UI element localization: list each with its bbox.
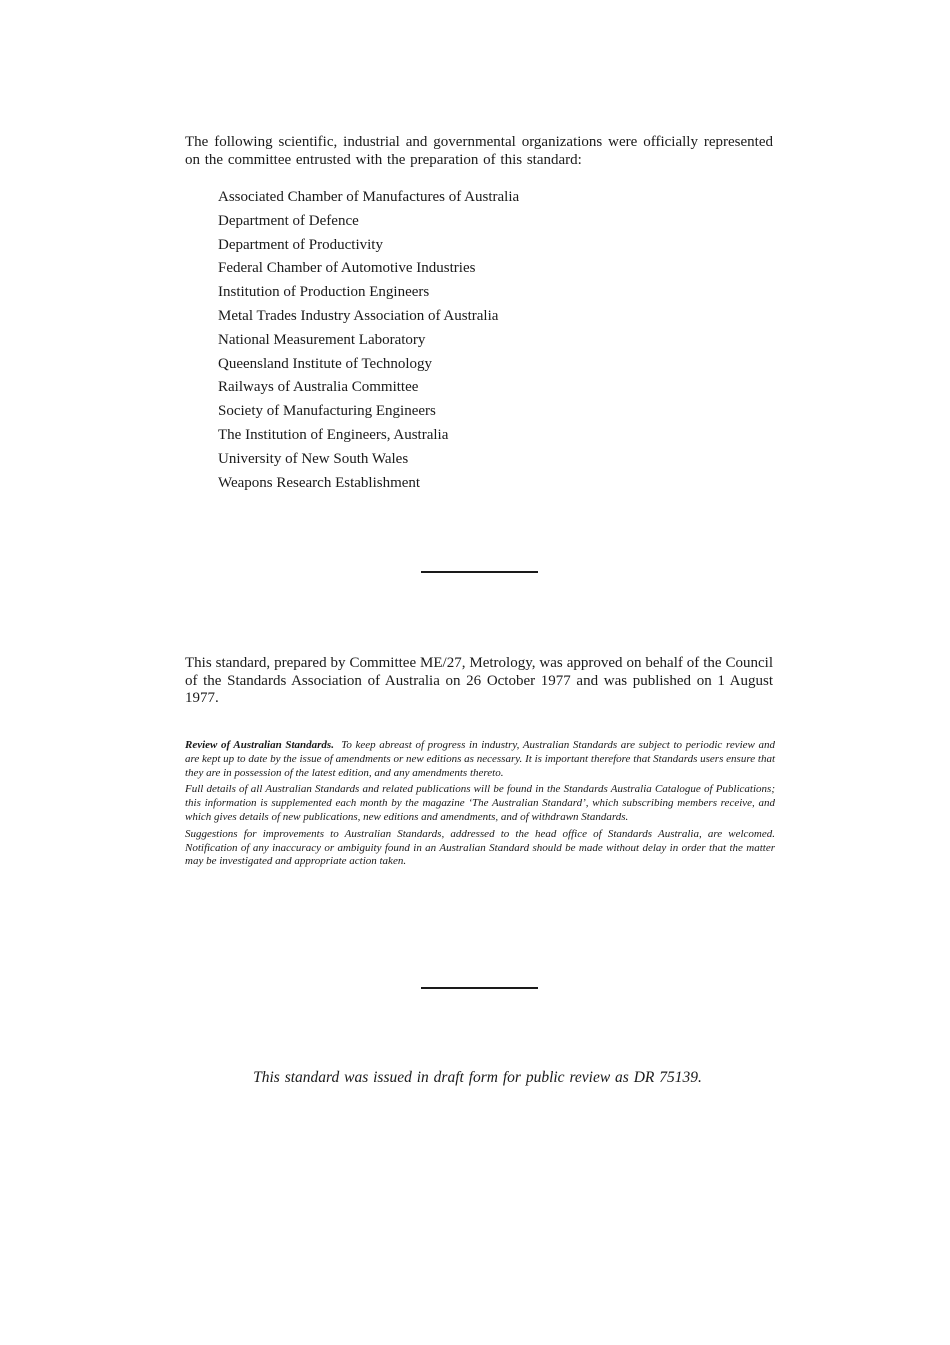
section-divider (421, 571, 538, 573)
list-item: Weapons Research Establishment (218, 474, 421, 491)
list-item: Queensland Institute of Technology (218, 355, 433, 372)
draft-note: This standard was issued in draft form for public review as DR 75139. (253, 1069, 702, 1086)
list-item: Society of Manufacturing Engineers (218, 403, 436, 420)
review-heading: Review of Australian Standards. (185, 739, 334, 751)
details-paragraph: Full details of all Australian Standards and related publications will be found in the Standards Australia Catalogue of Publications; this information is supplemented each month by the magazine ‘The Australian Standard’, which subscribing members receive, and which gives details of new publications, new editions and amendments, and of withdrawn Standards. (185, 783, 775, 823)
list-item: University of New South Wales (218, 450, 409, 467)
section-divider (421, 987, 538, 989)
organization-list (218, 187, 519, 496)
review-text: To keep abreast of progress in industry, Australian Standards are subject to periodic review and are kept up to date by the issue of amendments or new editions as necessary. It is important therefore that Standards users ensure that they are in possession of the latest edition, and any amendments thereto. (185, 739, 775, 779)
list-item: Federal Chamber of Automotive Industries (218, 260, 476, 277)
list-item: Metal Trades Industry Association of Australia (218, 307, 499, 324)
list-item: Railways of Australia Committee (218, 379, 419, 396)
committee-intro: The following scientific, industrial and governmental organizations were officially represented on the committee entrusted with the preparation of this standard: (185, 134, 773, 168)
approval-statement: This standard, prepared by Committee ME/27, Metrology, was approved on behalf of the Council of the Standards Association of Australia on 26 October 1977 and was published on 1 August 1977. (185, 655, 773, 706)
list-item: National Measurement Laboratory (218, 331, 426, 348)
review-paragraph (185, 739, 775, 780)
list-item: Associated Chamber of Manufactures of Australia (218, 189, 520, 205)
review-notes (185, 739, 775, 872)
suggestions-paragraph: Suggestions for improvements to Australian Standards, addressed to the head office of Standards Australia, are welcomed. Notification of any inaccuracy or ambiguity found in an Australian Standard should be made without delay in order that the matter may be investigated and appropriate action taken. (185, 827, 775, 868)
list-item: Institution of Production Engineers (218, 284, 430, 301)
list-item: The Institution of Engineers, Australia (218, 426, 449, 443)
list-item: Department of Defence (218, 212, 359, 229)
list-item: Department of Productivity (218, 236, 383, 253)
